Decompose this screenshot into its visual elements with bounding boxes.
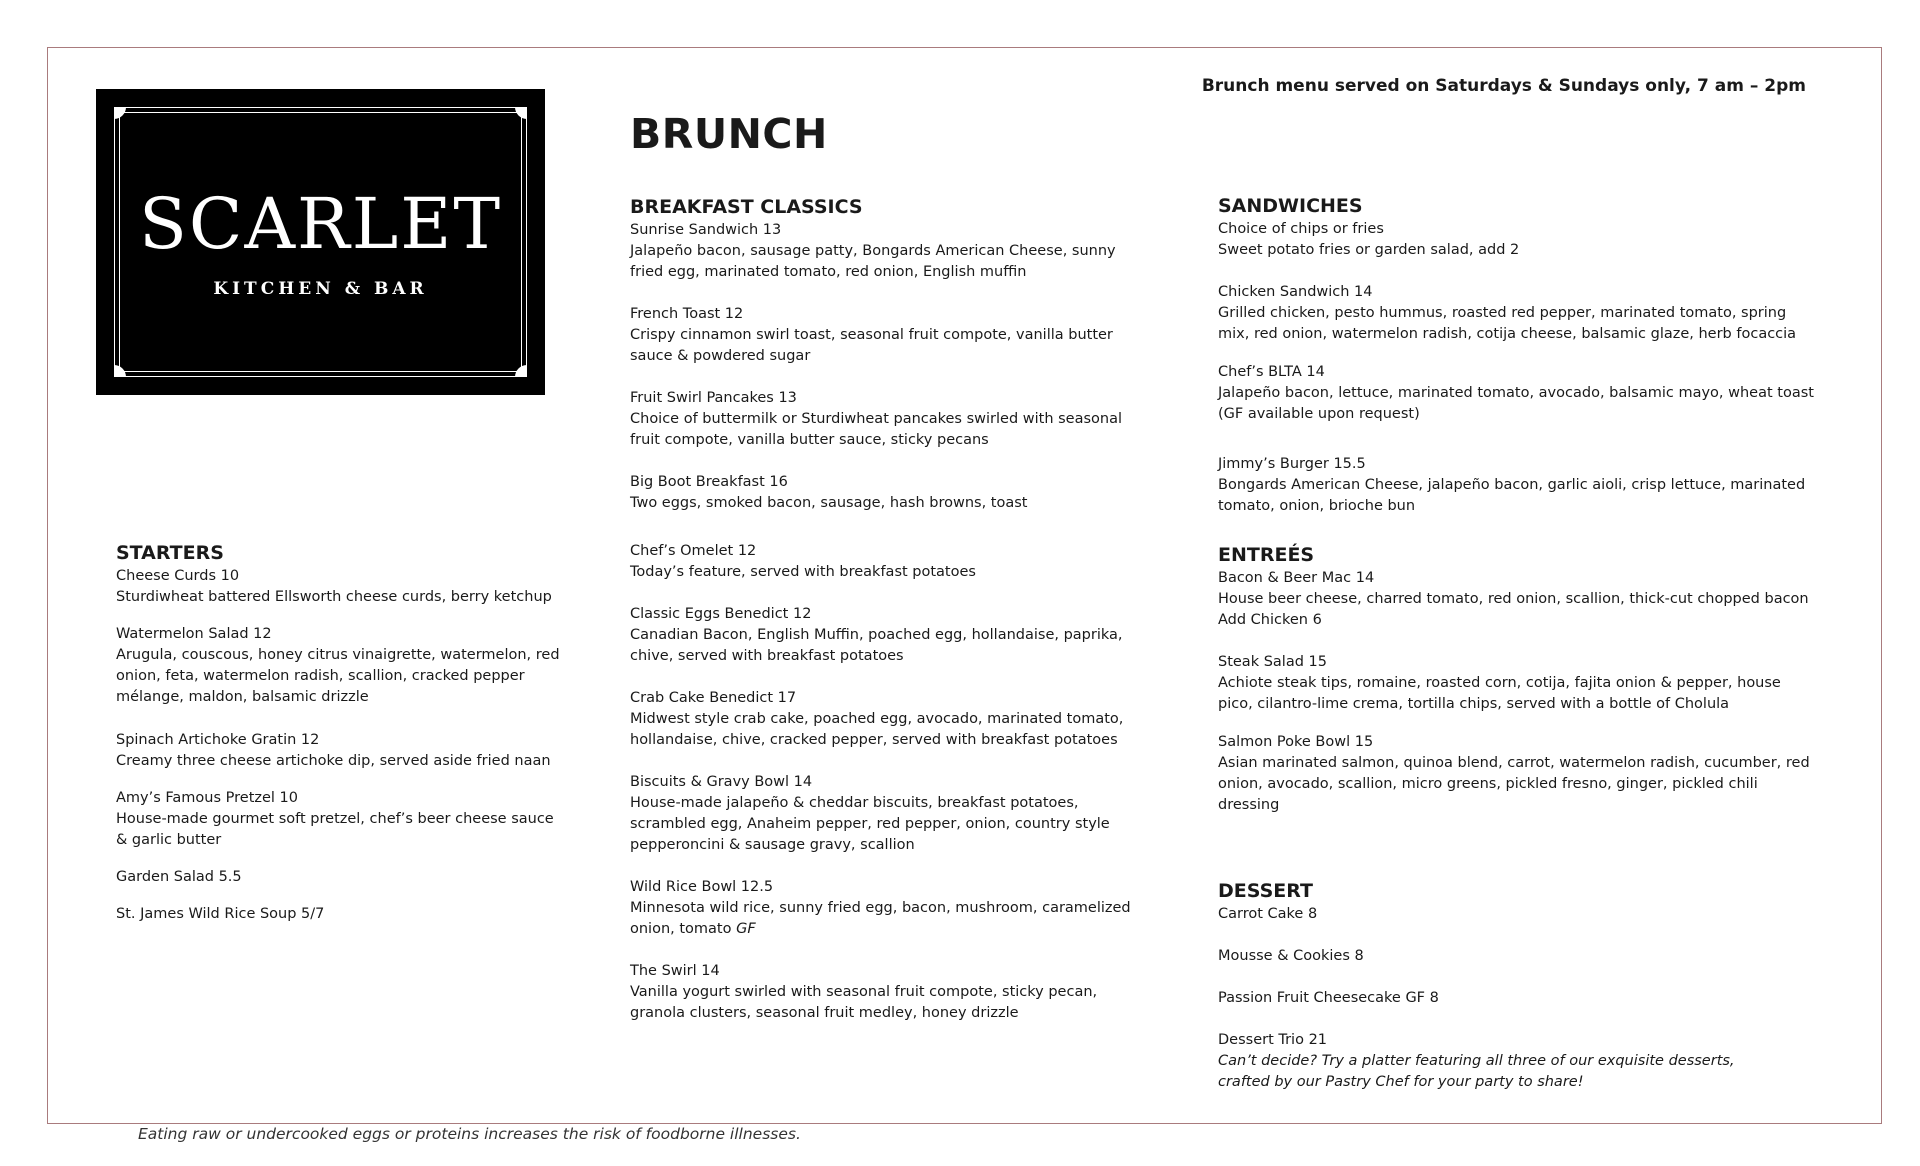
menu-item — [116, 867, 566, 888]
item-name: Crab Cake Benedict 17 — [630, 690, 797, 706]
item-name: St. James Wild Rice Soup 5/7 — [116, 906, 325, 922]
menu-item — [116, 730, 566, 772]
item-name: Jimmy’s Burger 15.5 — [1218, 456, 1366, 472]
menu-item — [630, 304, 1150, 367]
item-description: Two eggs, smoked bacon, sausage, hash browns, toast — [630, 495, 1028, 511]
item-description: Canadian Bacon, English Muffin, poached egg, hollandaise, paprika, chive, served with breakfast potatoes — [630, 627, 1123, 664]
item-name: Bacon & Beer Mac 14 — [1218, 570, 1375, 586]
item-name: Salmon Poke Bowl 15 — [1218, 734, 1374, 750]
item-name: Chicken Sandwich 14 — [1218, 284, 1373, 300]
right-column — [1218, 194, 1818, 1093]
menu-item — [630, 541, 1150, 583]
menu-item — [630, 472, 1150, 514]
item-description-text: Minnesota wild rice, sunny fried egg, bacon, mushroom, caramelized onion, tomato — [630, 900, 1131, 937]
menu-item — [1218, 362, 1818, 425]
menu-item — [1218, 568, 1818, 631]
item-description: Can’t decide? Try a platter featuring all three of our exquisite desserts, crafted by our Pastry Chef for your party to share! — [1218, 1053, 1735, 1090]
section-note: Sweet potato fries or garden salad, add 2 — [1218, 242, 1520, 258]
item-name: Chef’s BLTA 14 — [1218, 364, 1325, 380]
item-description: Today’s feature, served with breakfast potatoes — [630, 564, 976, 580]
menu-item — [1218, 652, 1818, 715]
item-description: House beer cheese, charred tomato, red onion, scallion, thick-cut chopped bacon — [1218, 591, 1809, 607]
item-name: Biscuits & Gravy Bowl 14 — [630, 774, 813, 790]
item-description: Arugula, couscous, honey citrus vinaigrette, watermelon, red onion, feta, watermelon radish, scallion, cracked pepper mélange, maldon, balsamic drizzle — [116, 647, 560, 705]
gluten-free-tag: GF — [736, 921, 756, 937]
item-name: Carrot Cake 8 — [1218, 906, 1318, 922]
item-name: Garden Salad 5.5 — [116, 869, 242, 885]
menu-item — [1218, 454, 1818, 517]
item-name: The Swirl 14 — [630, 963, 720, 979]
page-title: BRUNCH — [630, 110, 828, 158]
menu-item — [1218, 904, 1818, 925]
starters-section — [116, 541, 566, 925]
menu-item — [630, 688, 1150, 751]
item-name: Big Boot Breakfast 16 — [630, 474, 788, 490]
item-name: Sunrise Sandwich 13 — [630, 222, 782, 238]
item-name: Watermelon Salad 12 — [116, 626, 272, 642]
item-description: Grilled chicken, pesto hummus, roasted red pepper, marinated tomato, spring mix, red onion, watermelon radish, cotija cheese, balsamic glaze, herb focaccia — [1218, 305, 1797, 342]
item-name: Dessert Trio 21 — [1218, 1032, 1328, 1048]
item-description: Bongards American Cheese, jalapeño bacon, garlic aioli, crisp lettuce, marinated tomato, onion, brioche bun — [1218, 477, 1806, 514]
menu-item — [1218, 1030, 1818, 1093]
item-name: Spinach Artichoke Gratin 12 — [116, 732, 320, 748]
item-description: Sturdiwheat battered Ellsworth cheese curds, berry ketchup — [116, 589, 552, 605]
menu-item — [1218, 282, 1818, 345]
section-note: Choice of chips or fries — [1218, 221, 1384, 237]
restaurant-logo — [96, 89, 545, 395]
item-name: Passion Fruit Cheesecake GF 8 — [1218, 990, 1439, 1006]
item-name: French Toast 12 — [630, 306, 744, 322]
dessert-section — [1218, 879, 1818, 1093]
logo-subtitle: KITCHEN & BAR — [213, 279, 428, 299]
item-name: Steak Salad 15 — [1218, 654, 1327, 670]
item-description: Midwest style crab cake, poached egg, avocado, marinated tomato, hollandaise, chive, cracked pepper, served with breakfast potatoes — [630, 711, 1124, 748]
logo-brand-name: SCARLET — [138, 183, 503, 265]
item-description: Achiote steak tips, romaine, roasted corn, cotija, fajita onion & pepper, house pico, cilantro-lime crema, tortilla chips, served with a bottle of Cholula — [1218, 675, 1781, 712]
menu-item — [116, 624, 566, 708]
item-name: Mousse & Cookies 8 — [1218, 948, 1364, 964]
item-description: Crispy cinnamon swirl toast, seasonal fruit compote, vanilla butter sauce & powdered sugar — [630, 327, 1113, 364]
section-heading: BREAKFAST CLASSICS — [630, 196, 863, 218]
item-description: Asian marinated salmon, quinoa blend, carrot, watermelon radish, cucumber, red onion, avocado, scallion, micro greens, pickled fresno, ginger, pickled chili dressing — [1218, 755, 1810, 813]
section-heading: STARTERS — [116, 542, 224, 564]
food-safety-disclaimer: Eating raw or undercooked eggs or proteins increases the risk of foodborne illnesses. — [138, 1125, 801, 1143]
item-name: Fruit Swirl Pancakes 13 — [630, 390, 797, 406]
item-description: Vanilla yogurt swirled with seasonal fruit compote, sticky pecan, granola clusters, seasonal fruit medley, honey drizzle — [630, 984, 1098, 1021]
sandwiches-section — [1218, 194, 1818, 517]
entrees-section — [1218, 543, 1818, 816]
breakfast-classics-section — [630, 195, 1150, 1024]
item-name: Chef’s Omelet 12 — [630, 543, 757, 559]
menu-item — [1218, 946, 1818, 967]
section-heading: ENTREÉS — [1218, 544, 1315, 566]
menu-item — [630, 877, 1150, 940]
item-addon: Add Chicken 6 — [1218, 612, 1322, 628]
section-heading: DESSERT — [1218, 880, 1313, 902]
menu-item — [1218, 732, 1818, 816]
item-name: Amy’s Famous Pretzel 10 — [116, 790, 299, 806]
menu-item — [116, 788, 566, 851]
menu-item — [116, 566, 566, 608]
item-name: Wild Rice Bowl 12.5 — [630, 879, 774, 895]
item-description: Jalapeño bacon, sausage patty, Bongards American Cheese, sunny fried egg, marinated tomato, red onion, English muffin — [630, 243, 1116, 280]
section-heading: SANDWICHES — [1218, 195, 1363, 217]
menu-item — [116, 904, 566, 925]
item-description: Jalapeño bacon, lettuce, marinated tomato, avocado, balsamic mayo, wheat toast (GF available upon request) — [1218, 385, 1814, 422]
item-name: Cheese Curds 10 — [116, 568, 240, 584]
menu-item — [630, 961, 1150, 1024]
item-description: Creamy three cheese artichoke dip, served aside fried naan — [116, 753, 551, 769]
menu-item — [1218, 988, 1818, 1009]
item-description: Choice of buttermilk or Sturdiwheat pancakes swirled with seasonal fruit compote, vanilla butter sauce, sticky pecans — [630, 411, 1123, 448]
menu-item — [630, 220, 1150, 283]
menu-item — [630, 388, 1150, 451]
item-description: House-made jalapeño & cheddar biscuits, breakfast potatoes, scrambled egg, Anaheim pepper, red pepper, onion, country style pepperoncini & sausage gravy, scallion — [630, 795, 1110, 853]
item-description — [630, 898, 1150, 940]
item-description: House-made gourmet soft pretzel, chef’s beer cheese sauce & garlic butter — [116, 811, 554, 848]
brunch-hours-notice: Brunch menu served on Saturdays & Sundays only, 7 am – 2pm — [1201, 76, 1806, 96]
item-name: Classic Eggs Benedict 12 — [630, 606, 812, 622]
menu-item — [630, 772, 1150, 856]
menu-item — [630, 604, 1150, 667]
